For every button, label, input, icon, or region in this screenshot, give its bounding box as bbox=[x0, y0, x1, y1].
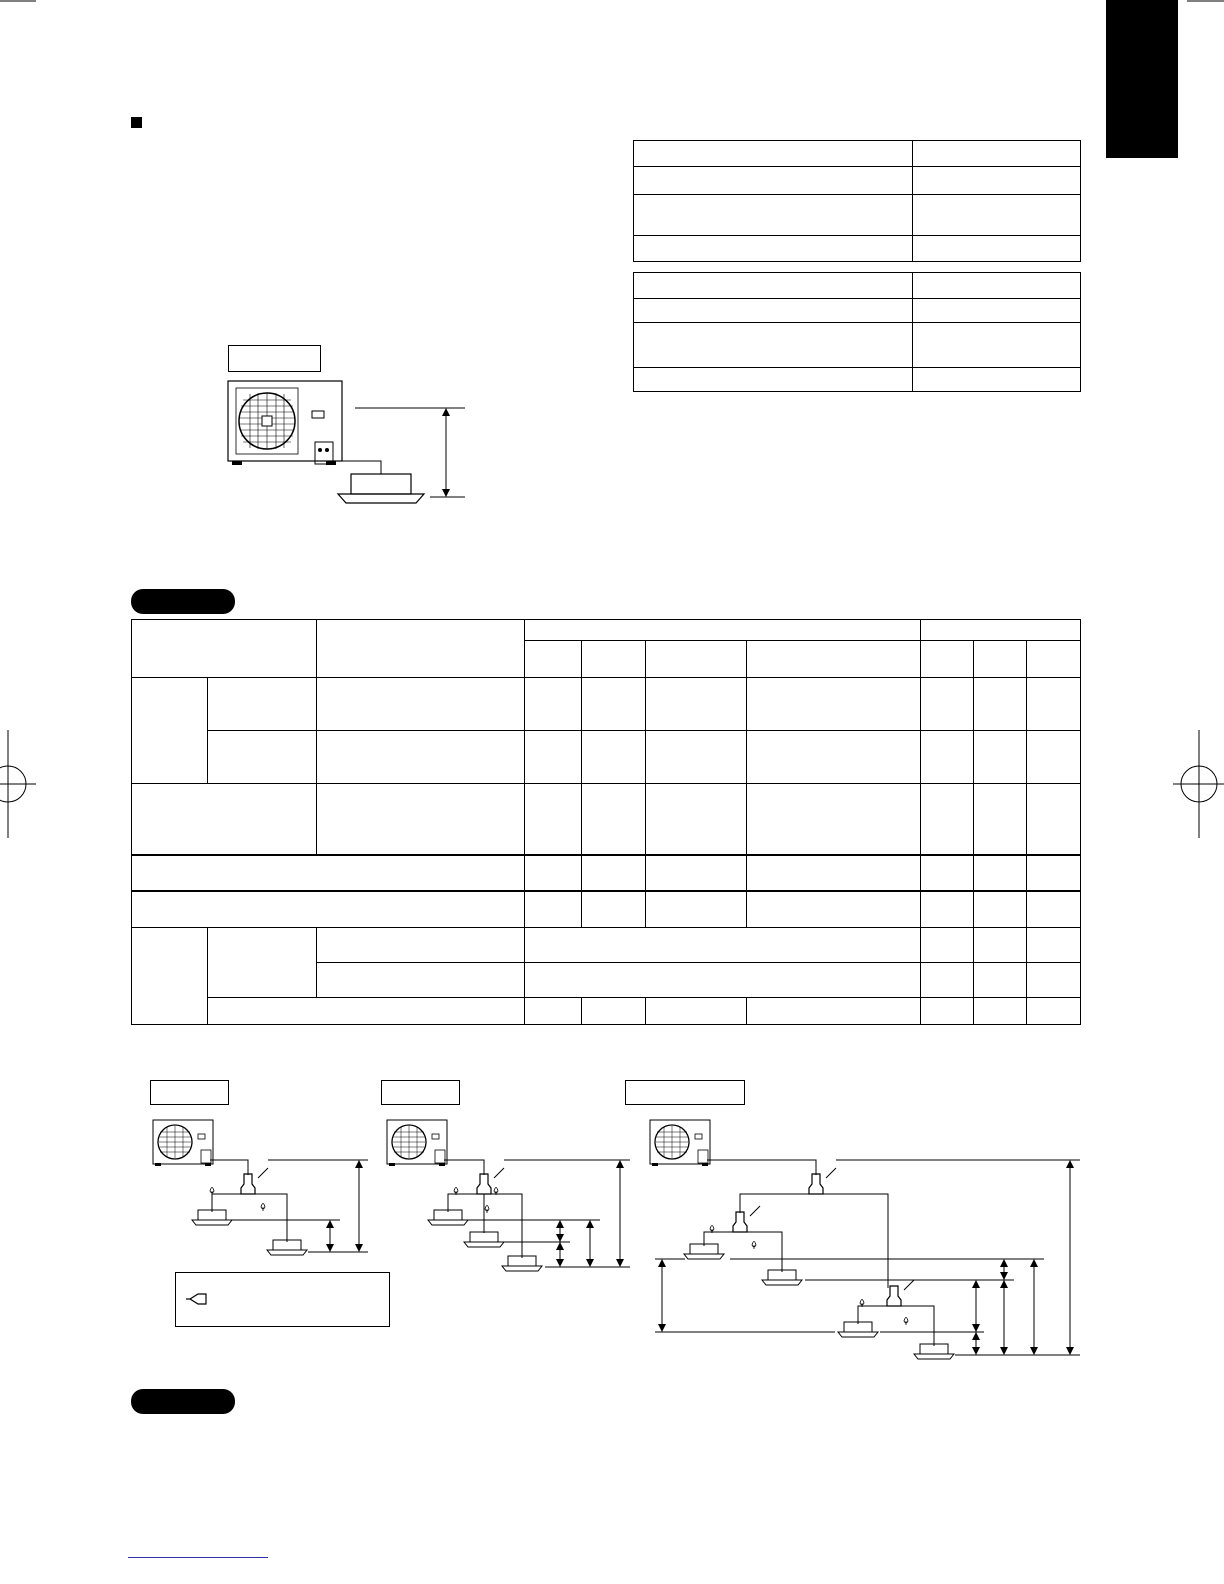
diagram-b bbox=[387, 1120, 630, 1271]
branch-pipe-icon bbox=[186, 1294, 206, 1304]
footer-underline bbox=[128, 1557, 268, 1558]
diagram-c bbox=[650, 1120, 1080, 1359]
note-pill-2 bbox=[131, 1389, 235, 1414]
diagram-a bbox=[153, 1120, 368, 1255]
